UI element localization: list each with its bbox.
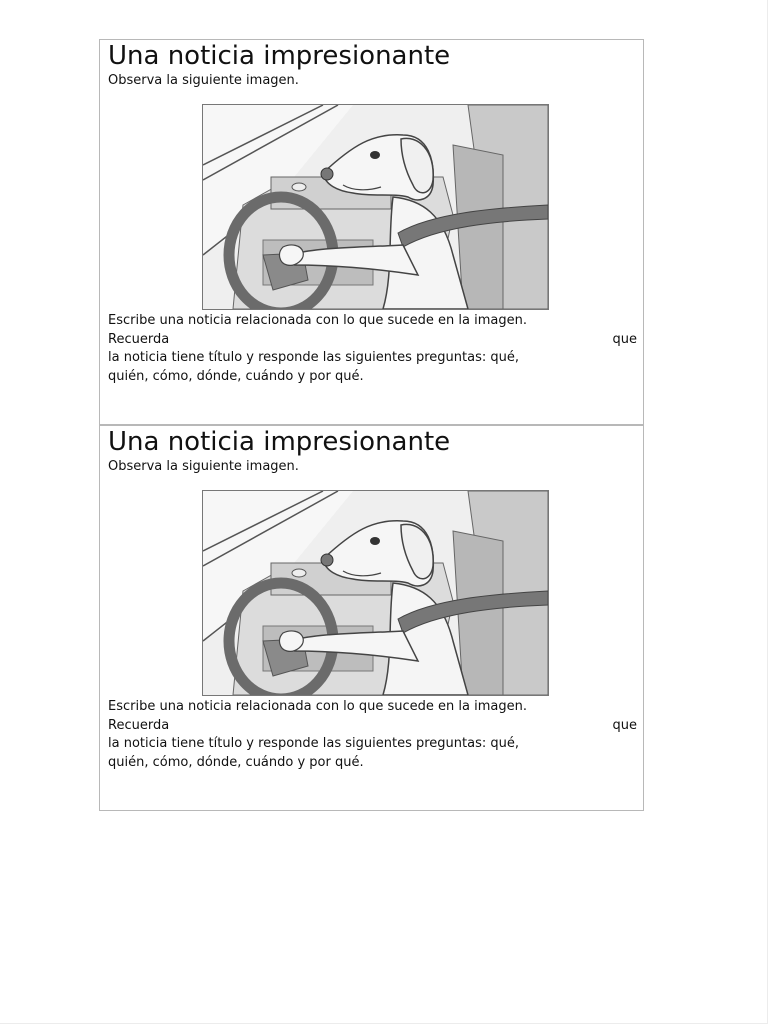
dog-driving-illustration [202,104,549,310]
instructions-line-2-left: Recuerda [108,331,170,347]
instructions [108,698,637,772]
card-subtitle: Observa la siguiente imagen. [108,459,299,474]
dog-driving-drawing [203,105,548,309]
instructions-line-2-left: Recuerda [108,717,170,733]
worksheet-card-2 [99,425,644,811]
card-subtitle: Observa la siguiente imagen. [108,73,299,88]
instructions-line-3: la noticia tiene título y responde las siguientes preguntas: qué, [108,736,519,751]
dog-driving-drawing [203,491,548,695]
instructions-line-1: Escribe una noticia relacionada con lo que sucede en la imagen. [108,313,527,328]
worksheet-card-1 [99,39,644,425]
instructions-line-2 [108,717,637,736]
instructions-line-1: Escribe una noticia relacionada con lo que sucede en la imagen. [108,699,527,714]
instructions-line-4: quién, cómo, dónde, cuándo y por qué. [108,368,364,384]
instructions-line-4: quién, cómo, dónde, cuándo y por qué. [108,754,364,770]
card-title: Una noticia impresionante [108,427,451,457]
instructions-line-2-right: que [612,717,637,733]
instructions-line-2-right: que [612,331,637,347]
instructions [108,312,637,386]
card-title: Una noticia impresionante [108,41,451,71]
instructions-line-3: la noticia tiene título y responde las siguientes preguntas: qué, [108,350,519,365]
instructions-line-2 [108,331,637,350]
dog-driving-illustration [202,490,549,696]
